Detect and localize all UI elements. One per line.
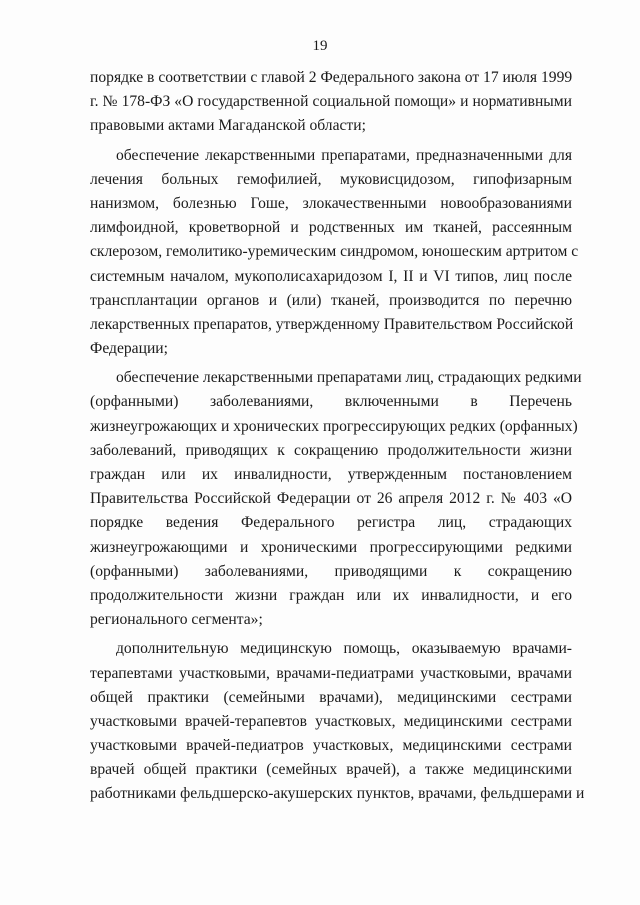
text-line: порядке ведения Федерального регистра лиц, страдающих <box>90 514 572 532</box>
text-line: врачей общей практики (семейных врачей), а также медицинскими <box>90 761 572 779</box>
text-line: регионального сегмента»; <box>90 611 263 629</box>
text-line: лечения больных гемофилией, муковисцидозом, гипофизарным <box>90 170 572 188</box>
text-line: заболеваний, приводящих к сокращению продолжительности жизни <box>90 441 572 459</box>
page-number: 19 <box>312 38 328 54</box>
text-line: обеспечение лекарственными препаратами лиц, страдающих редкими <box>116 369 582 387</box>
text-line: участковыми врачей-педиатров участковых, медицинскими сестрами <box>90 737 572 755</box>
text-line: (орфанными) заболеваниями, приводящими к сокращению <box>90 562 572 580</box>
text-line: системным началом, мукополисахаридозом I, II и VI типов, лиц после <box>90 267 572 285</box>
text-line: трансплантации органов и (или) тканей, производится по перечню <box>90 291 572 309</box>
text-line: склерозом, гемолитико-уремическим синдромом, юношеским артритом с <box>90 243 579 261</box>
text-line: лекарственных препаратов, утвержденному Правительством Российской <box>90 315 574 333</box>
text-line: продолжительности жизни граждан или их инвалидности, и его <box>90 586 572 604</box>
text-line: (орфанными) заболеваниями, включенными в Перечень <box>90 393 572 411</box>
text-line: граждан или их инвалидности, утвержденным постановлением <box>90 466 572 483</box>
text-line: терапевтами участковыми, врачами-педиатрами участковыми, врачами <box>90 664 572 682</box>
text-line: порядке в соответствии с главой 2 Федерального закона от 17 июля 1999 <box>90 69 573 86</box>
paragraph-legal-continuation <box>90 66 572 139</box>
text-line: нанизмом, болезнью Гоше, злокачественными новообразованиями <box>90 194 572 212</box>
paragraph-additional-medical-care <box>90 637 585 806</box>
text-line: Правительства Российской Федерации от 26 апреля 2012 г. № 403 «О <box>90 490 572 508</box>
text-line: обеспечение лекарственными препаратами, предназначенными для <box>116 146 572 164</box>
text-line: г. № 178-ФЗ «О государственной социальной помощи» и нормативными <box>90 93 572 111</box>
text-line: правовыми актами Магаданской области; <box>90 117 366 135</box>
text-line: жизнеугрожающими и хроническими прогрессирующими редкими <box>90 538 572 556</box>
text-line: Федерации; <box>90 340 168 358</box>
text-line: работниками фельдшерско-акушерских пунктов, врачами, фельдшерами и <box>90 785 585 803</box>
body-text <box>90 66 585 812</box>
text-line: общей практики (семейными врачами), медицинскими сестрами <box>90 688 572 706</box>
text-line: лимфоидной, кроветворной и родственных им тканей, рассеянным <box>90 219 572 237</box>
text-line: жизнеугрожающих и хронических прогрессирующих редких (орфанных) <box>90 417 578 435</box>
text-line: дополнительную медицинскую помощь, оказываемую врачами- <box>116 640 572 658</box>
paragraph-drug-provision-diseases <box>90 144 579 362</box>
text-line: участковыми врачей-терапевтов участковых, медицинскими сестрами <box>90 712 572 730</box>
paragraph-orphan-diseases <box>90 366 582 632</box>
